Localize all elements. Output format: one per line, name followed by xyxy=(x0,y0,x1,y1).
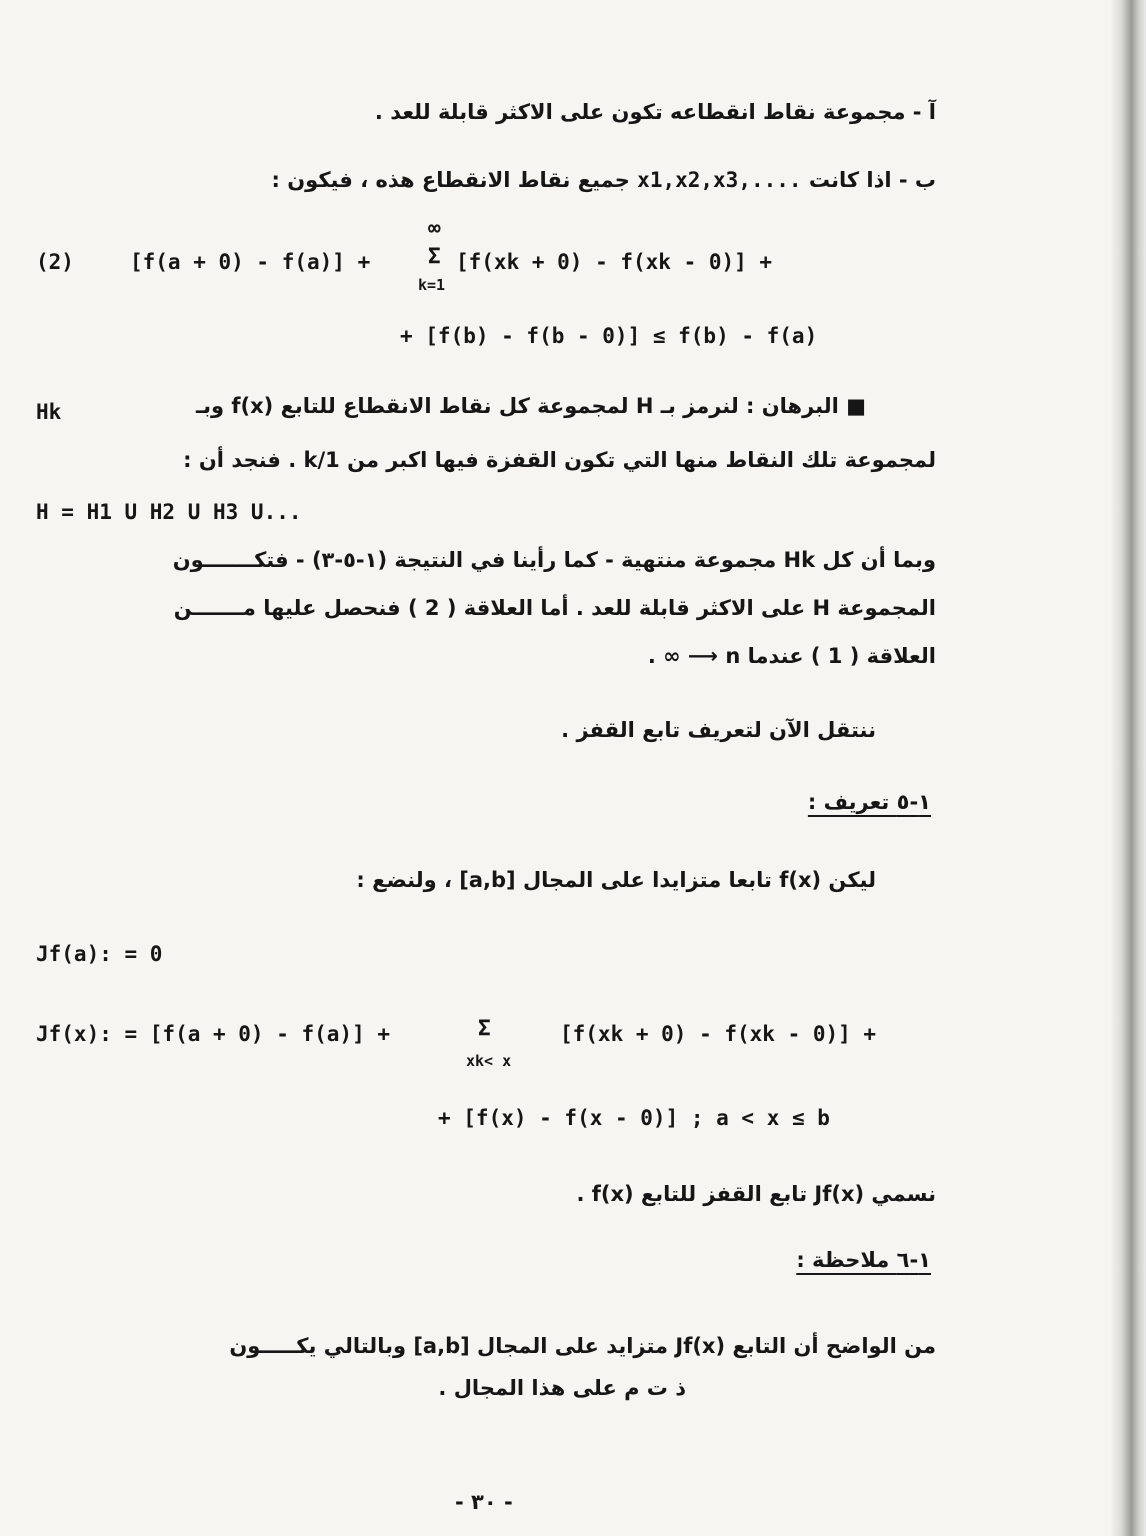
remark-line-2: ذ ت م على هذا المجال . xyxy=(438,1376,686,1400)
item-b-post: جميع نقاط الانقطاع هذه ، فيكون : xyxy=(271,168,630,192)
naming-sentence: نسمي Jf(x) تابع القفز للتابع f(x) . xyxy=(576,1182,936,1206)
since-line-2: المجموعة H على الاكثر قابلة للعد . أما العلاقة ( 2 ) فنحصل عليها مـــــــن xyxy=(173,596,936,620)
since-line-1: وبما أن كل Hk مجموعة منتهية - كما رأينا في النتيجة (١-٥-٣) - فتكـــــــون xyxy=(172,548,936,572)
page-binding-edge xyxy=(1110,0,1146,1536)
eq2-line1-a: [f(a + 0) - f(a)] + xyxy=(130,250,371,274)
eq2-line1-b: [f(xk + 0) - f(xk - 0)] + xyxy=(456,250,773,274)
next-sentence: ننتقل الآن لتعريف تابع القفز . xyxy=(561,718,876,742)
item-b-math: x1,x2,x3,.... xyxy=(637,168,802,192)
proof-line-1: ■ البرهان : لنرمز بـ H لمجموعة كل نقاط الانقطاع للتابع f(x) وبـ xyxy=(195,394,866,418)
union-equation: H = H1 U H2 U H3 U... xyxy=(36,500,302,524)
eq2-sigma-top: ∞ xyxy=(428,216,441,240)
jf-sigma-bottom: xk< x xyxy=(466,1052,512,1070)
item-b-pre: ب - اذا كانت xyxy=(808,168,936,192)
eq2-line2: + [f(b) - f(b - 0)] ≤ f(b) - f(a) xyxy=(400,324,818,348)
jf-sigma: Σ xyxy=(478,1016,491,1040)
jf-x-line1-b: [f(xk + 0) - f(xk - 0)] + xyxy=(560,1022,877,1046)
page-number: - ٣٠ - xyxy=(455,1490,513,1514)
remark-heading: ١-٦ ملاحظة : xyxy=(796,1248,931,1272)
eq2-number: (2) xyxy=(36,250,74,274)
item-b-line xyxy=(272,168,936,192)
remark-line-1: من الواضح أن التابع Jf(x) متزايد على المجال [a,b] وبالتالي يكـــــون xyxy=(229,1334,936,1358)
since-line-3: العلاقة ( 1 ) عندما n ⟶ ∞ . xyxy=(647,644,936,668)
definition-let: ليكن f(x) تابعا متزايدا على المجال [a,b] ، ولنضع : xyxy=(356,868,876,892)
proof-hk: Hk xyxy=(36,400,62,424)
eq2-sigma: Σ xyxy=(428,244,441,268)
proof-line-2: لمجموعة تلك النقاط منها التي تكون القفزة فيها اكبر من 1/k . فنجد أن : xyxy=(183,448,936,472)
jf-x-line1-a: Jf(x): = [f(a + 0) - f(a)] + xyxy=(36,1022,391,1046)
definition-heading: ١-٥ تعريف : xyxy=(807,790,931,814)
jf-x-line2: + [f(x) - f(x - 0)] ; a < x ≤ b xyxy=(438,1106,830,1130)
jf-a-equation: Jf(a): = 0 xyxy=(36,942,163,966)
item-a-line: آ - مجموعة نقاط انقطاعه تكون على الاكثر قابلة للعد . xyxy=(374,100,936,124)
eq2-sigma-bottom: k=1 xyxy=(418,276,446,294)
